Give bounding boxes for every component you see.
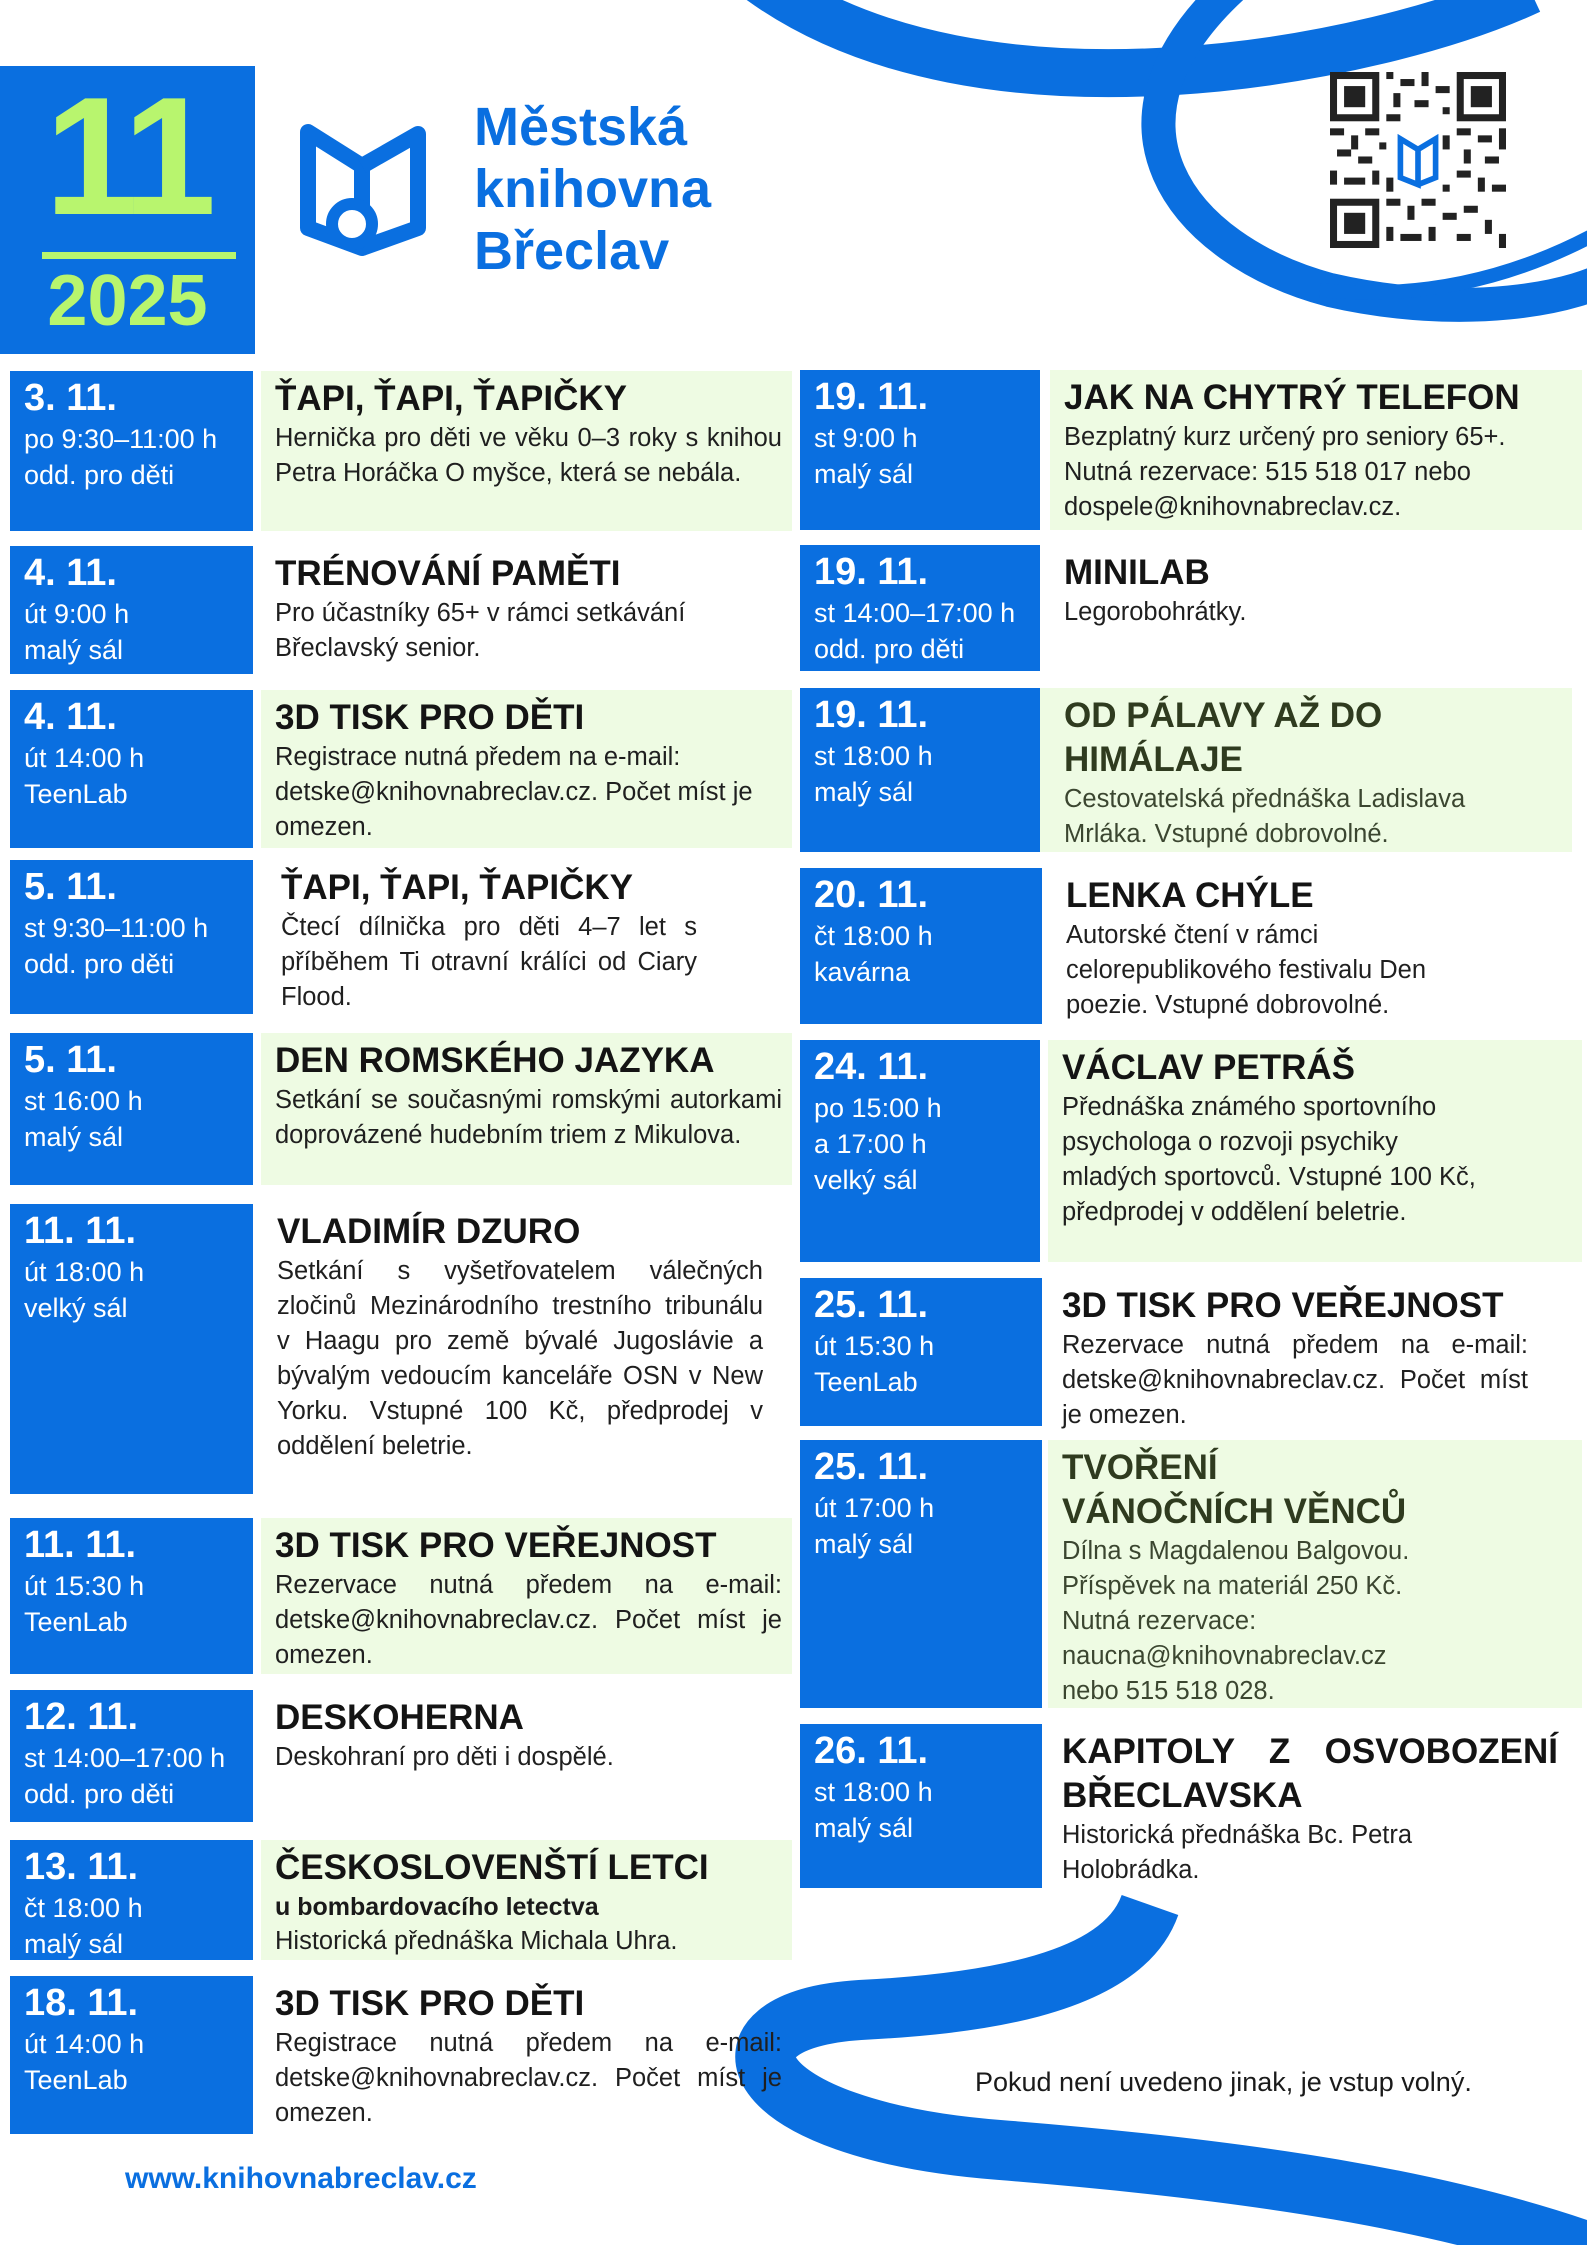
event-description: Dílna s Magdalenou Balgovou. Příspěvek na materiál 250 Kč. Nutná rezervace: naucna@knihovnabreclav.cz nebo 515 518 028. [1062,1537,1410,1705]
event-date-box [10,546,253,674]
event [10,371,792,531]
event-day: 3. 11. [24,377,117,419]
event [800,688,1572,852]
event-body [1048,1724,1558,1888]
event-place: odd. pro děti [814,634,965,664]
event-day: 18. 11. [24,1982,139,2024]
event-time: st 9:00 h [814,423,918,453]
event-date-box [10,1204,253,1494]
event-date-box [10,1033,253,1185]
event-body [261,690,792,848]
event-body [261,1976,792,2134]
year: 2025 [47,261,208,341]
event-description: Registrace nutná předem na e-mail: detske@knihovnabreclav.cz. Počet míst je omezen. [275,743,753,841]
event-time: út 9:00 h [24,599,130,629]
event-time: po 9:30–11:00 h [24,424,218,454]
event-title: 3D TISK PRO DĚTI [275,1984,585,2023]
event-date-box [800,1278,1042,1426]
event-time: čt 18:00 h [814,921,933,951]
event-body [1052,868,1482,1024]
event-description: Setkání s vyšetřovatelem válečných zločinů Mezinárodního trestního tribunálu v Haagu pro země bývalé Jugoslávie a bývalým vedoucím kanceláře OSN v New Yorku. Vstupné 100 Kč, předprodej v oddělení beletrie. [277,1257,763,1460]
event-place: TeenLab [24,1607,128,1637]
event-time: st 18:00 h [814,741,933,771]
event-place: malý sál [814,1813,914,1843]
event-date-box [800,1440,1042,1708]
event [10,1840,792,1960]
event-place: malý sál [24,635,124,665]
event [10,690,792,848]
event-time: út 14:00 h [24,2029,145,2059]
qr-code[interactable] [1330,72,1506,248]
event-title: TVOŘENÍ VÁNOČNÍCH VĚNCŮ [1062,1448,1407,1531]
event [10,546,792,674]
event-day: 11. 11. [24,1524,137,1566]
event-day: 19. 11. [814,376,929,418]
event-place: odd. pro děti [24,460,175,490]
event-title: VLADIMÍR DZURO [277,1212,581,1251]
event-body [1048,1440,1582,1708]
event-time: st 14:00–17:00 h [814,598,1016,628]
event-date-box [10,1976,253,2134]
event-title: JAK NA CHYTRÝ TELEFON [1064,378,1520,417]
event-time: st 18:00 h [814,1777,933,1807]
event-description: Hernička pro děti ve věku 0–3 roky s knihou Petra Horáčka O myšce, která se nebála. [275,424,782,487]
event-day: 25. 11. [814,1284,929,1326]
event-title: 3D TISK PRO VEŘEJNOST [1062,1286,1504,1325]
library-name-line: Městská [474,97,688,157]
event-description: Deskohraní pro děti i dospělé. [275,1743,614,1771]
library-name-line: Břeclav [474,221,670,281]
event-body [261,1840,792,1960]
event-time: st 14:00–17:00 h [24,1743,226,1773]
event-description: Historická přednáška Bc. Petra Holobrádka. [1062,1821,1413,1884]
event-description: Historická přednáška Michala Uhra. [275,1927,678,1955]
free-entry-note: Pokud není uvedeno jinak, je vstup volný. [975,2067,1472,2097]
event-place: kavárna [814,957,911,987]
event-description: Cestovatelská přednáška Ladislava Mrláka. Vstupné dobrovolné. [1064,785,1466,848]
event-day: 12. 11. [24,1696,139,1738]
event-body [261,1690,792,1822]
event-day: 4. 11. [24,552,117,594]
event-day: 24. 11. [814,1046,929,1088]
month-number: 11 [44,62,211,250]
event-body [261,371,792,531]
event-time: út 14:00 h [24,743,145,773]
event-day: 19. 11. [814,551,929,593]
event-date-box [10,860,253,1014]
event-title: ČESKOSLOVENŠTÍ LETCI [275,1848,709,1887]
event [800,370,1582,530]
event-description: Pro účastníky 65+ v rámci setkávání Břeclavský senior. [275,599,686,662]
event-date-box [800,1724,1042,1888]
event-body [261,546,792,674]
event-title: VÁCLAV PETRÁŠ [1062,1048,1355,1087]
event-time: út 15:30 h [24,1571,145,1601]
event-day: 4. 11. [24,696,117,738]
event-description: Rezervace nutná předem na e-mail: detske@knihovnabreclav.cz. Počet míst je omezen. [1062,1331,1528,1429]
event-title: LENKA CHÝLE [1066,876,1314,915]
event-time: út 17:00 h [814,1493,935,1523]
event-place: TeenLab [814,1367,918,1397]
event-date-box [10,690,253,848]
event [800,1724,1582,1888]
event [10,1518,792,1674]
event-description: Setkání se současnými romskými autorkami doprovázené hudebním triem z Mikulova. [275,1086,782,1149]
event-date-box [10,371,253,531]
event-place: TeenLab [24,779,128,809]
event-time: st 9:30–11:00 h [24,913,209,943]
event-body [1048,1040,1582,1262]
event-title: 3D TISK PRO VEŘEJNOST [275,1526,717,1565]
event-title: DEN ROMSKÉHO JAZYKA [275,1041,715,1080]
event-date-box [800,688,1040,852]
event-description: Bezplatný kurz určený pro seniory 65+. Nutná rezervace: 515 518 017 nebo dospele@knihovnabreclav.cz. [1064,423,1506,521]
event-description: Rezervace nutná předem na e-mail: detske@knihovnabreclav.cz. Počet míst je omezen. [275,1571,782,1669]
event-place: malý sál [814,459,914,489]
library-name-line: knihovna [474,159,712,219]
event-description: Čtecí dílnička pro děti 4–7 let s příběhem Ti otravní králíci od Ciary Flood. [281,913,697,1011]
event-time: po 15:00 h [814,1093,942,1123]
event-date-box [800,1040,1040,1262]
event-date-box [10,1690,253,1822]
event [800,868,1582,1024]
event-time: st 16:00 h [24,1086,143,1116]
event-date-box [800,868,1042,1024]
website-link[interactable]: www.knihovnabreclav.cz [125,2162,477,2195]
event-place: malý sál [814,777,914,807]
event [800,1278,1582,1429]
event [800,1440,1582,1708]
event-day: 11. 11. [24,1210,137,1252]
event-body [261,1518,792,1674]
event [10,1204,792,1494]
event-subtitle: u bombardovacího letectva [275,1893,599,1921]
event-title: ŤAPI, ŤAPI, ŤAPIČKY [275,379,627,418]
event-place: odd. pro děti [24,1779,175,1809]
event [800,545,1582,671]
event-description: Legorobohrátky. [1064,598,1247,626]
event-time: a 17:00 h [814,1129,927,1159]
event-body [267,860,707,1014]
event-time: čt 18:00 h [24,1893,143,1923]
event-time: út 18:00 h [24,1257,145,1287]
event-day: 25. 11. [814,1446,929,1488]
event [10,1976,792,2134]
library-name [474,96,711,282]
event-title: KAPITOLY Z OSVOBOZENÍ BŘECLAVSKA [1062,1732,1558,1815]
event-day: 5. 11. [24,1039,117,1081]
event-day: 19. 11. [814,694,929,736]
event-day: 26. 11. [814,1730,929,1772]
event-place: velký sál [814,1165,918,1195]
event-day: 13. 11. [24,1846,139,1888]
event-title: 3D TISK PRO DĚTI [275,698,585,737]
event-place: malý sál [814,1529,914,1559]
event-date-box [800,545,1040,671]
event-body [1040,688,1572,852]
event-description: Autorské čtení v rámci celorepublikového festivalu Den poezie. Vstupné dobrovolné. [1066,921,1427,1019]
event-place: velký sál [24,1293,128,1323]
event-body [1050,370,1582,530]
event-title: TRÉNOVÁNÍ PAMĚTI [275,554,621,593]
event-place: malý sál [24,1122,124,1152]
event-time: út 15:30 h [814,1331,935,1361]
event-title: MINILAB [1064,553,1210,592]
event-place: TeenLab [24,2065,128,2095]
event-body [1048,1278,1538,1429]
event [10,1033,792,1185]
event-description: Přednáška známého sportovního psychologa o rozvoji psychiky mladých sportovců. Vstupné 100 Kč, předprodej v oddělení beletrie. [1062,1093,1476,1226]
event-title: ŤAPI, ŤAPI, ŤAPIČKY [281,868,633,907]
event-title: OD PÁLAVY AŽ DO HIMÁLAJE [1064,696,1383,779]
event [10,860,792,1014]
event-date-box [800,370,1040,530]
event-date-box [10,1840,253,1960]
event-place: odd. pro děti [24,949,175,979]
event-day: 5. 11. [24,866,117,908]
library-logo-icon [300,120,426,258]
event-title: DESKOHERNA [275,1698,524,1737]
event-body [261,1033,792,1185]
event-body [1050,545,1582,671]
event [10,1690,792,1822]
event-day: 20. 11. [814,874,929,916]
event-description: Registrace nutná předem na e-mail: detske@knihovnabreclav.cz. Počet míst je omezen. [275,2029,782,2127]
event [800,1040,1582,1262]
event-place: malý sál [24,1929,124,1959]
event-date-box [10,1518,253,1674]
event-body [263,1204,773,1494]
